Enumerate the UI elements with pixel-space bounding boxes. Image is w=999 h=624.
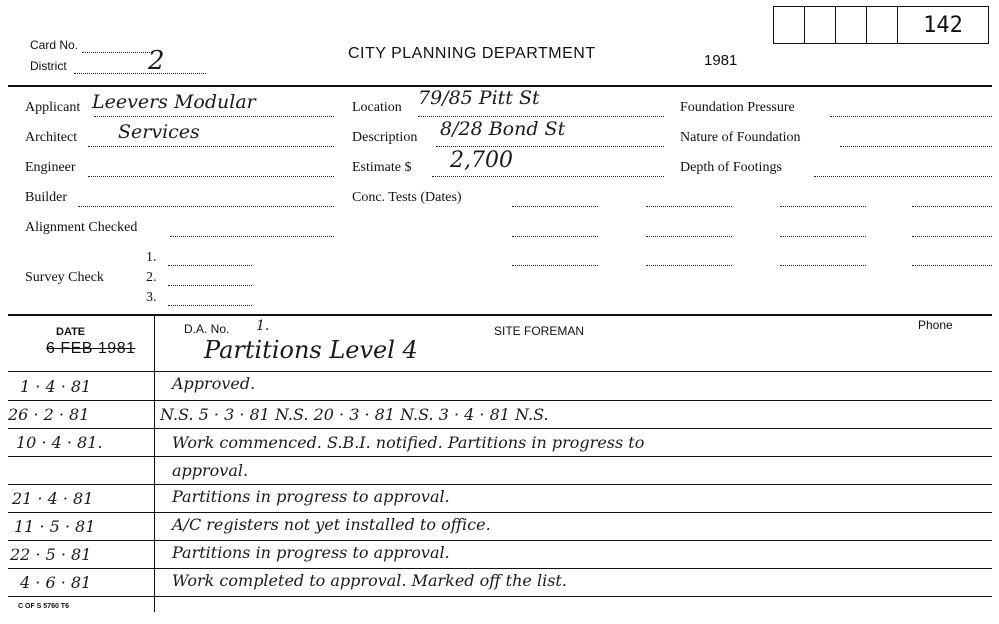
log-row-date: 21 · 4 · 81	[12, 489, 94, 508]
conc-line	[912, 236, 992, 237]
survey-line-2	[168, 285, 252, 286]
foundation-pressure-line	[830, 116, 992, 117]
log-rule	[8, 568, 992, 569]
estimate-label: Estimate $	[352, 160, 412, 175]
location-value: 79/85 Pitt St	[418, 87, 540, 109]
architect-line	[88, 146, 334, 147]
conc-line	[512, 236, 598, 237]
number-cell	[867, 7, 898, 43]
site-foreman-header: SITE FOREMAN	[494, 324, 585, 338]
log-row-text: Partitions in progress to approval.	[172, 487, 450, 506]
first-entry-text: Partitions Level 4	[204, 336, 418, 364]
log-row-date: 1 · 4 · 81	[20, 377, 92, 396]
card-no-label: Card No.	[30, 38, 79, 52]
number-cell	[805, 7, 836, 43]
da-no-header: D.A. No.	[184, 322, 230, 336]
log-row-date: 10 · 4 · 81.	[16, 433, 103, 452]
log-row-text: N.S. 5 · 3 · 81 N.S. 20 · 3 · 81 N.S. 3 · 4 · 81 N.S.	[160, 405, 549, 424]
phone-header: Phone	[918, 318, 953, 332]
engineer-line	[88, 176, 334, 177]
log-row-date: 4 · 6 · 81	[20, 573, 92, 592]
log-rule	[8, 456, 992, 457]
conc-line	[780, 236, 866, 237]
department-title: CITY PLANNING DEPARTMENT	[348, 45, 596, 62]
log-row-text: Approved.	[172, 374, 256, 393]
nature-of-foundation-line	[840, 146, 992, 147]
nature-of-foundation-label: Nature of Foundation	[680, 130, 801, 145]
architect-label: Architect	[25, 130, 78, 145]
engineer-label: Engineer	[25, 160, 76, 175]
applicant-value: Leevers Modular	[92, 91, 256, 113]
conc-line	[512, 265, 598, 266]
log-row-text: Partitions in progress to approval.	[172, 543, 450, 562]
description-value: 8/28 Bond St	[440, 118, 566, 140]
conc-line	[646, 206, 732, 207]
estimate-value: 2,700	[450, 148, 513, 173]
applicant-label: Applicant	[25, 100, 81, 115]
log-top-rule	[8, 314, 992, 316]
log-row-date: 26 · 2 · 81	[8, 405, 90, 424]
form-code: C OF S 5760 T6	[18, 603, 69, 610]
alignment-line	[170, 236, 334, 237]
log-row-text: approval.	[172, 461, 249, 480]
district-value: 2	[148, 46, 165, 76]
alignment-label: Alignment Checked	[25, 220, 138, 235]
district-label: District	[30, 59, 67, 73]
log-rule	[8, 400, 992, 401]
log-row-date: 11 · 5 · 81	[14, 517, 96, 536]
record-number: 142	[923, 12, 963, 38]
number-cell	[774, 7, 805, 43]
log-rule	[8, 428, 992, 429]
survey-check-label: Survey Check	[25, 270, 104, 285]
survey-item-1: 1.	[146, 250, 157, 265]
log-rule	[8, 596, 992, 597]
conc-line	[780, 265, 866, 266]
log-row-text: Work completed to approval. Marked off the list.	[172, 571, 567, 590]
year: 1981	[704, 52, 738, 69]
survey-item-3: 3.	[146, 290, 157, 305]
conc-line	[646, 265, 732, 266]
conc-line	[912, 206, 992, 207]
log-rule	[8, 371, 992, 372]
log-rule	[8, 512, 992, 513]
conc-line	[912, 265, 992, 266]
stamped-date: 6 FEB 1981	[46, 340, 136, 357]
log-rule	[8, 484, 992, 485]
log-row-date: 22 · 5 · 81	[10, 545, 92, 564]
survey-line-1	[168, 265, 252, 266]
conc-line	[512, 206, 598, 207]
log-row-text: Work commenced. S.B.I. notified. Partitions in progress to	[172, 433, 645, 452]
architect-value: Services	[118, 121, 200, 143]
record-number-box	[773, 6, 989, 44]
description-label: Description	[352, 130, 418, 145]
builder-label: Builder	[25, 190, 67, 205]
conc-line	[780, 206, 866, 207]
survey-line-3	[168, 305, 252, 306]
location-label: Location	[352, 100, 402, 115]
applicant-line	[94, 116, 334, 117]
location-line	[418, 116, 664, 117]
description-line	[436, 146, 664, 147]
number-cell	[836, 7, 867, 43]
log-rule	[8, 540, 992, 541]
da-no-value: 1.	[256, 318, 270, 334]
depth-of-footings-label: Depth of Footings	[680, 160, 782, 175]
foundation-pressure-label: Foundation Pressure	[680, 100, 795, 115]
log-row-text: A/C registers not yet installed to office.	[172, 515, 491, 534]
date-header: DATE	[56, 326, 86, 338]
estimate-line	[432, 176, 664, 177]
card-no-line	[82, 52, 152, 53]
builder-line	[78, 206, 334, 207]
conc-line	[646, 236, 732, 237]
district-line	[74, 73, 206, 74]
conc-tests-label: Conc. Tests (Dates)	[352, 190, 462, 205]
depth-of-footings-line	[814, 176, 992, 177]
survey-item-2: 2.	[146, 270, 157, 285]
